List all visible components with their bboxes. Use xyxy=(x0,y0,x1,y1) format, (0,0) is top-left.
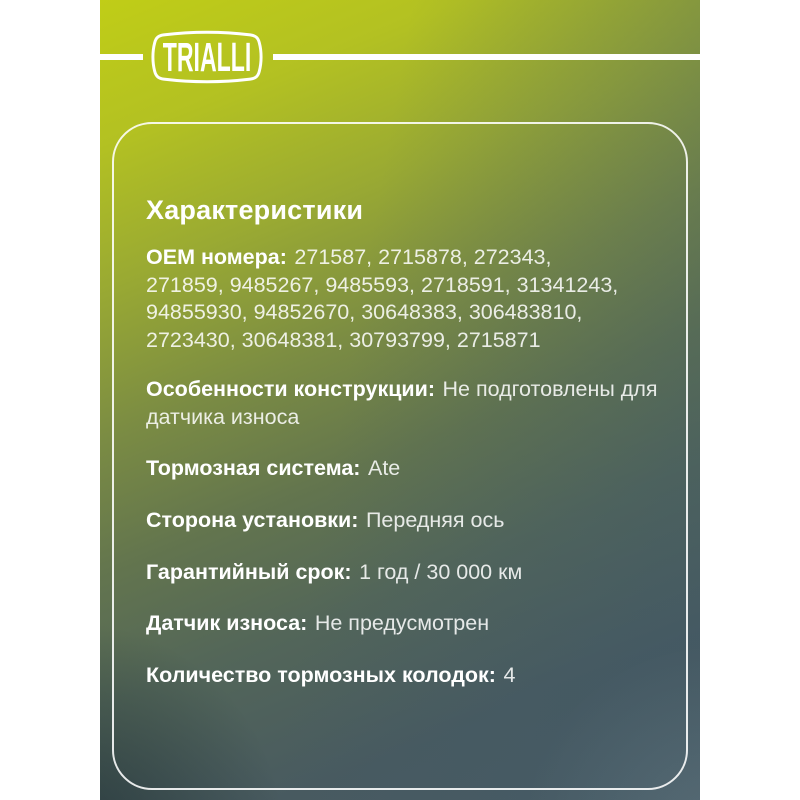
specs-card xyxy=(112,122,688,790)
spec-value: Ate xyxy=(367,456,401,481)
logo-text: TRIALLI xyxy=(162,35,252,81)
spec-row-wear-sensor xyxy=(146,610,658,638)
spec-value: 1 год / 30 000 км xyxy=(359,559,523,584)
spec-label: Особенности конструкции: xyxy=(146,377,436,402)
spec-value: Не предусмотрен xyxy=(314,611,490,636)
spec-row-pad-count xyxy=(146,662,658,690)
spec-value: 271587, 2715878, 272343, xyxy=(294,245,552,270)
spec-label: ОЕМ номера: xyxy=(146,245,287,270)
spec-row-brake-system xyxy=(146,455,658,483)
card-title: Характеристики xyxy=(146,195,364,225)
spec-row-construction-features xyxy=(146,376,658,431)
spec-value: Не подготовлены для датчика износа xyxy=(146,377,658,429)
divider-line-right xyxy=(273,54,700,60)
spec-value: 4 xyxy=(503,662,516,687)
spec-value-line: 2723430, 30648381, 30793799, 2715871 xyxy=(146,327,541,352)
trialli-logo-icon xyxy=(148,29,266,85)
spec-row-installation-side xyxy=(146,507,658,535)
spec-row-warranty xyxy=(146,559,658,587)
gradient-background xyxy=(100,0,700,800)
spec-value-line: 94855930, 94852670, 30648383, 306483810, xyxy=(146,300,583,325)
spec-value: Передняя ось xyxy=(365,508,505,532)
divider-line-left xyxy=(100,54,143,60)
spec-label: Датчик износа: xyxy=(146,611,308,636)
spec-row-oem-numbers xyxy=(146,244,658,354)
spec-label: Гарантийный срок: xyxy=(146,559,352,584)
spec-label: Тормозная система: xyxy=(146,456,361,481)
spec-label: Количество тормозных колодок: xyxy=(146,662,496,687)
spec-value-line: 271859, 9485267, 9485593, 2718591, 31341243, xyxy=(146,272,619,297)
spec-label: Сторона установки: xyxy=(146,508,359,532)
brand-header xyxy=(100,29,700,85)
